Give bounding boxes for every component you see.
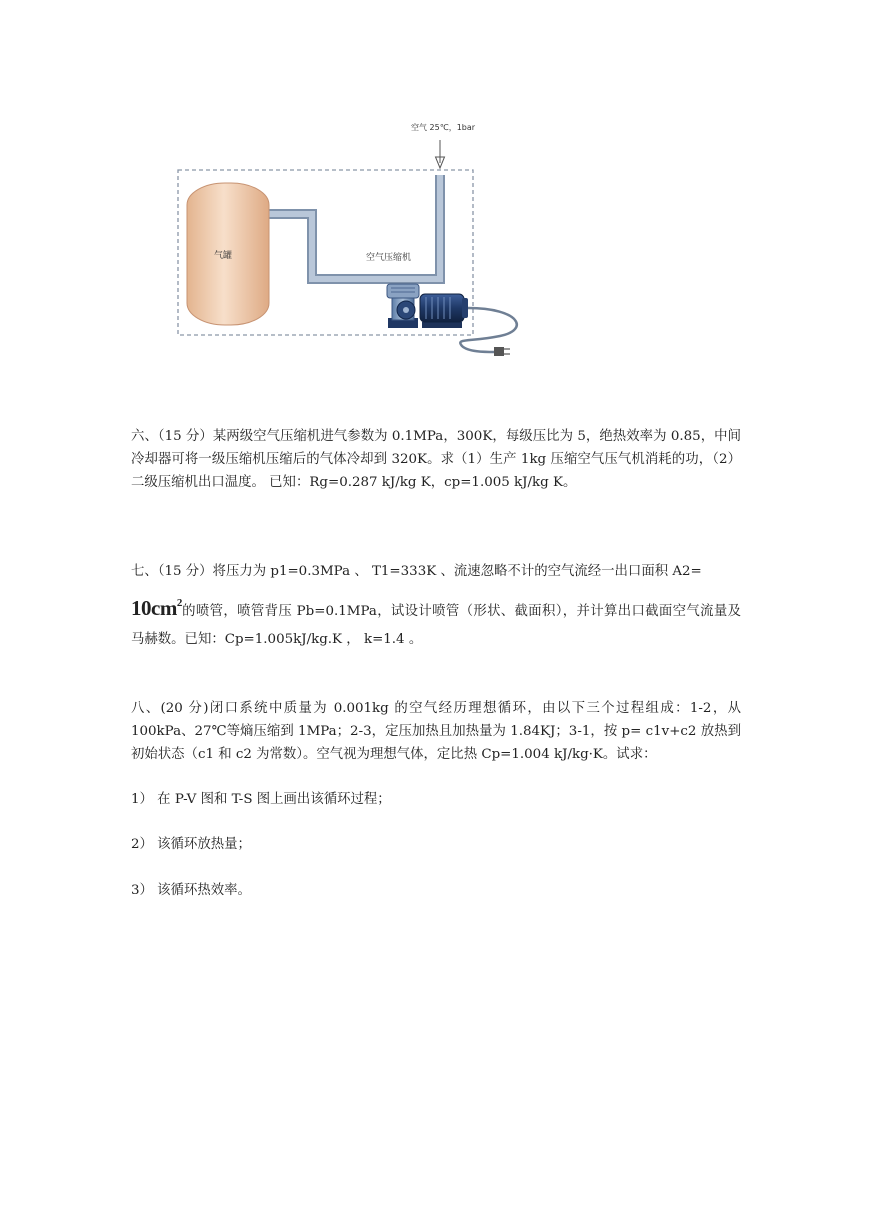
question-8-text: 八、(20 分)闭口系统中质量为 0.001kg 的空气经历理想循环，由以下三个过程组成：1-2，从 100kPa、27℃等熵压缩到 1MPa；2-3，定压加热且加热量为 1.84KJ；3-1，按 p= c1v+c2 放热到初始状态（c1 和 c2 为常数）。空气视为理想气体，定比热 Cp=1.004 kJ/kg·K。试求： (131, 701, 741, 762)
tank-label: 气罐 (214, 251, 233, 261)
question-8-item-2: 2） 该循环放热量； (131, 837, 251, 852)
question-7-line2 (131, 589, 741, 654)
question-8 (131, 697, 741, 766)
question-6-text: 六、（15 分）某两级空气压缩机进气参数为 0.1MPa，300K，每级压比为 5，绝热效率为 0.85，中间冷却器可将一级压缩机压缩后的气体冷却到 320K。求（1）生产 1kg 压缩空气压气机消耗的功，（2）二级压缩机出口温度。 已知：Rg=0.287 kJ/kg K，cp=1.005 kJ/kg K。 (131, 429, 741, 490)
inlet-label: 空气 25℃，1bar (411, 123, 476, 132)
area-value: $10cm^2$ (131, 596, 182, 620)
question-7-line1: 七、（15 分）将压力为 p1=0.3MPa 、 T1=333K 、流速忽略不计的空气流经一出口面积 A2= (131, 564, 702, 579)
compressor (387, 284, 419, 328)
compressor-diagram-svg (0, 0, 869, 400)
power-cord (460, 308, 516, 352)
question-7-rest: 的喷管，喷管背压 Pb=0.1MPa，试设计喷管（形状、截面积），并计算出口截面空气流量及马赫数。已知：Cp=1.005kJ/kg.K ， k=1.4 。 (131, 604, 741, 647)
compressor-label: 空气压缩机 (366, 253, 412, 263)
question-6 (131, 425, 741, 494)
question-8-item-3: 3） 该循环热效率。 (131, 883, 251, 898)
motor (420, 294, 468, 328)
air-pipe (262, 175, 440, 279)
inlet-arrow (436, 140, 445, 168)
question-8-item-1: 1） 在 P-V 图和 T-S 图上画出该循环过程； (131, 792, 391, 807)
plug-icon (494, 347, 510, 356)
compressor-diagram (0, 0, 869, 400)
question-7 (131, 560, 741, 654)
